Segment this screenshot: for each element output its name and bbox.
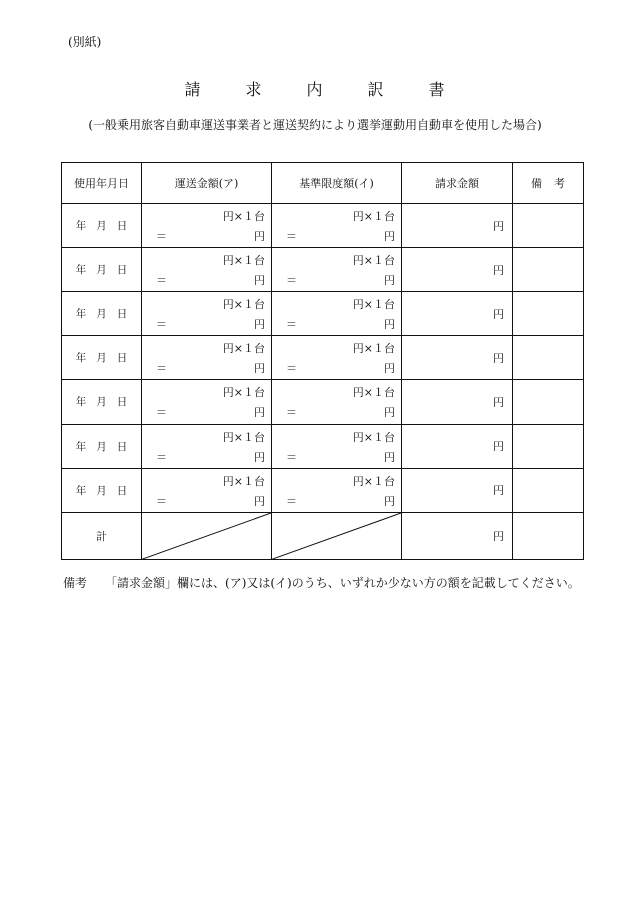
transport-amount-cell[interactable] — [142, 380, 272, 424]
table-header-row — [62, 163, 584, 204]
header-claim-amount: 請求金額 — [402, 163, 513, 204]
remarks-cell[interactable] — [513, 380, 584, 424]
yen-unit: 円 — [493, 484, 504, 498]
total-transport-cell-blank — [142, 512, 272, 559]
remarks-cell[interactable] — [513, 292, 584, 336]
document-title — [0, 77, 630, 100]
remarks-cell[interactable] — [513, 424, 584, 468]
equals-sign: ＝ — [286, 362, 297, 376]
day-unit: 日 — [116, 440, 128, 453]
rate-text: 円×１台 — [222, 254, 265, 268]
claim-amount-cell[interactable] — [402, 292, 513, 336]
equals-sign: ＝ — [156, 362, 167, 376]
equals-sign: ＝ — [156, 406, 167, 420]
date-cell[interactable] — [62, 468, 142, 512]
date-cell[interactable] — [62, 380, 142, 424]
year-unit: 年 — [75, 440, 87, 453]
yen-unit: 円 — [254, 362, 265, 376]
rate-text: 円×１台 — [352, 430, 395, 444]
equals-sign: ＝ — [156, 494, 167, 508]
limit-amount-cell[interactable] — [272, 380, 402, 424]
table-row — [62, 380, 584, 424]
yen-unit: 円 — [493, 395, 504, 409]
table-row — [62, 204, 584, 248]
rate-text: 円×１台 — [222, 386, 265, 400]
remarks-cell[interactable] — [513, 248, 584, 292]
equals-sign: ＝ — [286, 318, 297, 332]
document-subtitle: (一般乗用旅客自動車運送事業者と運送契約により選挙運動用自動車を使用した場合) — [88, 118, 542, 132]
yen-unit: 円 — [384, 362, 395, 376]
yen-unit: 円 — [384, 450, 395, 464]
yen-unit: 円 — [254, 274, 265, 288]
equals-sign: ＝ — [156, 274, 167, 288]
table-row — [62, 468, 584, 512]
day-unit: 日 — [116, 484, 128, 497]
yen-unit: 円 — [493, 307, 504, 321]
yen-unit: 円 — [493, 440, 504, 454]
yen-unit: 円 — [493, 219, 504, 233]
equals-sign: ＝ — [286, 494, 297, 508]
title-char: 内 — [306, 80, 324, 99]
remarks-cell[interactable] — [513, 204, 584, 248]
month-unit: 月 — [96, 308, 107, 321]
year-unit: 年 — [75, 220, 87, 233]
month-unit: 月 — [96, 484, 107, 497]
yen-unit: 円 — [384, 274, 395, 288]
equals-sign: ＝ — [286, 450, 297, 464]
total-limit-cell-blank — [272, 512, 402, 559]
total-row — [62, 512, 584, 559]
diagonal-line — [142, 513, 271, 559]
date-cell[interactable] — [62, 336, 142, 380]
month-unit: 月 — [96, 264, 107, 277]
year-unit: 年 — [75, 308, 87, 321]
claim-amount-cell[interactable] — [402, 424, 513, 468]
yen-unit: 円 — [254, 450, 265, 464]
transport-amount-cell[interactable] — [142, 292, 272, 336]
claim-amount-cell[interactable] — [402, 380, 513, 424]
total-remarks-cell[interactable] — [513, 512, 584, 559]
yen-unit: 円 — [254, 494, 265, 508]
rate-text: 円×１台 — [352, 298, 395, 312]
limit-amount-cell[interactable] — [272, 468, 402, 512]
equals-sign: ＝ — [156, 230, 167, 244]
equals-sign: ＝ — [286, 274, 297, 288]
month-unit: 月 — [96, 352, 107, 365]
rate-text: 円×１台 — [352, 474, 395, 488]
total-claim-cell[interactable] — [402, 512, 513, 559]
footnote — [63, 574, 580, 591]
month-unit: 月 — [96, 396, 107, 409]
rate-text: 円×１台 — [222, 342, 265, 356]
title-char: 求 — [245, 80, 263, 99]
transport-amount-cell[interactable] — [142, 248, 272, 292]
claim-amount-cell[interactable] — [402, 204, 513, 248]
rate-text: 円×１台 — [222, 430, 265, 444]
date-cell[interactable] — [62, 424, 142, 468]
footnote-text: 「請求金額」欄には、(ア)又は(イ)のうち、いずれか少ない方の額を記載してください。 — [105, 576, 580, 590]
day-unit: 日 — [116, 308, 128, 321]
month-unit: 月 — [96, 220, 107, 233]
equals-sign: ＝ — [156, 450, 167, 464]
footnote-label: 備考 — [63, 576, 88, 590]
yen-unit: 円 — [493, 529, 504, 543]
limit-amount-cell[interactable] — [272, 424, 402, 468]
claim-amount-cell[interactable] — [402, 248, 513, 292]
date-cell[interactable] — [62, 248, 142, 292]
day-unit: 日 — [116, 220, 128, 233]
limit-amount-cell[interactable] — [272, 336, 402, 380]
limit-amount-cell[interactable] — [272, 292, 402, 336]
equals-sign: ＝ — [286, 230, 297, 244]
equals-sign: ＝ — [156, 318, 167, 332]
rate-text: 円×１台 — [352, 386, 395, 400]
equals-sign: ＝ — [286, 406, 297, 420]
transport-amount-cell[interactable] — [142, 336, 272, 380]
yen-unit: 円 — [493, 351, 504, 365]
transport-amount-cell[interactable] — [142, 424, 272, 468]
month-unit: 月 — [96, 440, 107, 453]
yen-unit: 円 — [384, 318, 395, 332]
day-unit: 日 — [116, 264, 128, 277]
header-remarks — [513, 163, 584, 204]
transport-amount-cell[interactable] — [142, 468, 272, 512]
title-char: 請 — [184, 80, 202, 99]
yen-unit: 円 — [254, 318, 265, 332]
diagonal-line — [272, 513, 401, 559]
rate-text: 円×１台 — [222, 210, 265, 224]
year-unit: 年 — [75, 352, 87, 365]
header-transport-amount: 運送金額(ア) — [142, 163, 272, 204]
day-unit: 日 — [116, 396, 128, 409]
claim-amount-cell[interactable] — [402, 336, 513, 380]
table-row — [62, 424, 584, 468]
header-remarks-char: 考 — [554, 177, 565, 190]
table-row — [62, 336, 584, 380]
year-unit: 年 — [75, 264, 87, 277]
year-unit: 年 — [75, 396, 87, 409]
rate-text: 円×１台 — [352, 342, 395, 356]
table-row — [62, 248, 584, 292]
yen-unit: 円 — [254, 406, 265, 420]
yen-unit: 円 — [384, 230, 395, 244]
yen-unit: 円 — [493, 263, 504, 277]
title-char: 書 — [428, 80, 446, 99]
table-row — [62, 292, 584, 336]
limit-amount-cell[interactable] — [272, 204, 402, 248]
year-unit: 年 — [75, 484, 87, 497]
total-label: 計 — [62, 512, 142, 559]
remarks-cell[interactable] — [513, 336, 584, 380]
limit-amount-cell[interactable] — [272, 248, 402, 292]
remarks-cell[interactable] — [513, 468, 584, 512]
title-char: 訳 — [367, 80, 385, 99]
rate-text: 円×１台 — [222, 298, 265, 312]
yen-unit: 円 — [384, 494, 395, 508]
header-limit-amount: 基準限度額(イ) — [272, 163, 402, 204]
rate-text: 円×１台 — [222, 474, 265, 488]
day-unit: 日 — [116, 352, 128, 365]
yen-unit: 円 — [384, 406, 395, 420]
header-date: 使用年月日 — [62, 163, 142, 204]
date-cell[interactable] — [62, 204, 142, 248]
header-remarks-char: 備 — [531, 177, 542, 190]
rate-text: 円×１台 — [352, 254, 395, 268]
claim-breakdown-table — [61, 162, 584, 560]
claim-amount-cell[interactable] — [402, 468, 513, 512]
annex-label: (別紙) — [68, 35, 102, 49]
transport-amount-cell[interactable] — [142, 204, 272, 248]
rate-text: 円×１台 — [352, 210, 395, 224]
date-cell[interactable] — [62, 292, 142, 336]
yen-unit: 円 — [254, 230, 265, 244]
